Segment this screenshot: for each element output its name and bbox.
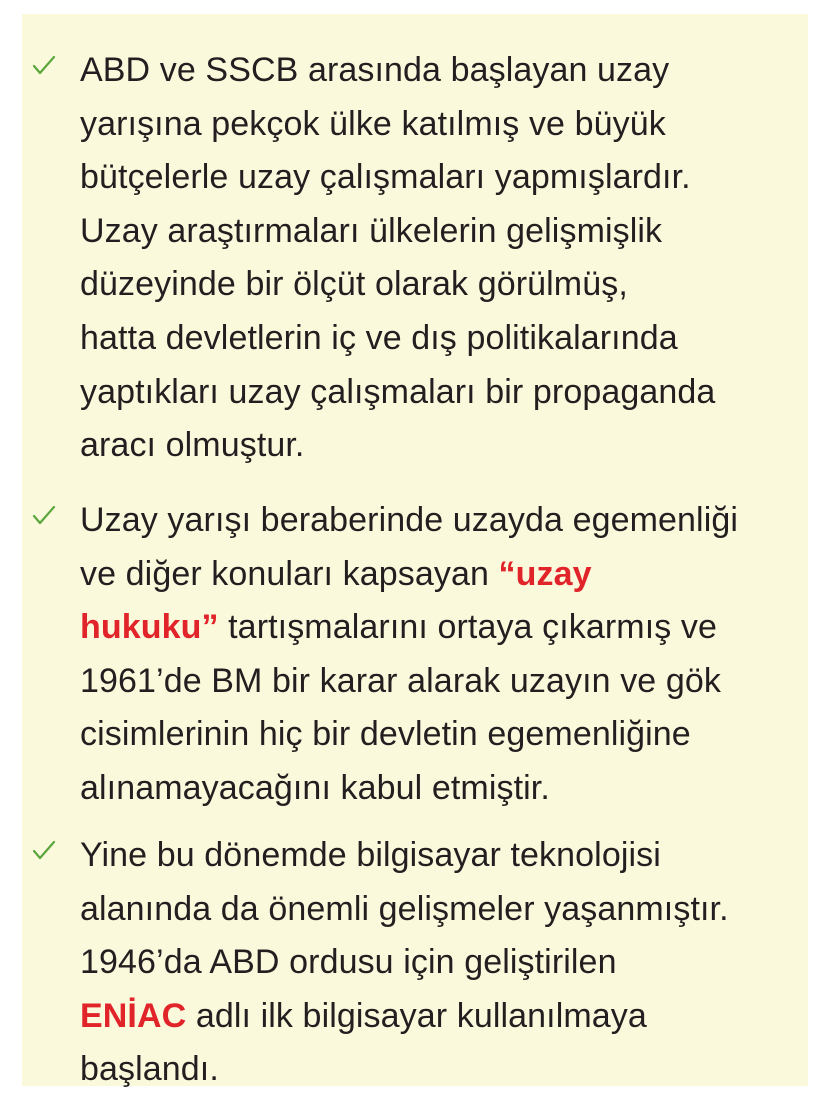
text-segment: ve diğer konuları kapsayan <box>80 554 499 593</box>
text-line <box>80 548 802 602</box>
text-line: Uzay araştırmaları ülkelerin gelişmişlik <box>80 211 663 250</box>
info-panel <box>22 14 808 1089</box>
text-line: 1961’de BM bir karar alarak uzayın ve gök <box>80 661 721 700</box>
text-line: alınamayacağını kabul etmiştir. <box>80 768 550 807</box>
text-line: ABD ve SSCB arasında başlayan uzay <box>80 51 670 89</box>
text-line: 1946’da ABD ordusu için geliştirilen <box>80 943 617 982</box>
check-icon <box>32 54 72 94</box>
text-line: yarışına pekçok ülke katılmış ve büyük <box>80 104 666 143</box>
highlight-term-eniac: ENİAC <box>80 996 187 1035</box>
bullet-text <box>80 494 802 816</box>
text-segment: adlı ilk bilgisayar kullanılmaya <box>186 996 647 1035</box>
bullet-text <box>80 44 802 473</box>
text-line: düzeyinde bir ölçüt olarak görülmüş, <box>80 265 628 304</box>
text-line <box>80 601 802 655</box>
text-line: bütçelerle uzay çalışmaları yapmışlardır. <box>80 158 691 197</box>
text-line <box>80 990 802 1044</box>
text-line: hatta devletlerin iç ve dış politikalarında <box>80 318 678 357</box>
text-line: alanında da önemli gelişmeler yaşanmıştır. <box>80 889 729 928</box>
check-icon <box>32 504 72 544</box>
text-line: cisimlerinin hiç bir devletin egemenliğine <box>80 715 691 754</box>
text-line: Yine bu dönemde bilgisayar teknolojisi <box>80 836 661 874</box>
text-line: başlandı. <box>80 1050 219 1089</box>
text-line: yaptıkları uzay çalışmaları bir propaganda <box>80 372 716 411</box>
highlight-term-space-law: “uzay <box>498 554 592 593</box>
text-line: aracı olmuştur. <box>80 426 305 465</box>
check-icon <box>32 839 72 879</box>
text-line: Uzay yarışı beraberinde uzayda egemenliği <box>80 501 739 539</box>
highlight-term-space-law: hukuku” <box>80 608 219 647</box>
text-segment: tartışmalarını ortaya çıkarmış ve <box>218 608 718 647</box>
bullet-text <box>80 829 802 1097</box>
